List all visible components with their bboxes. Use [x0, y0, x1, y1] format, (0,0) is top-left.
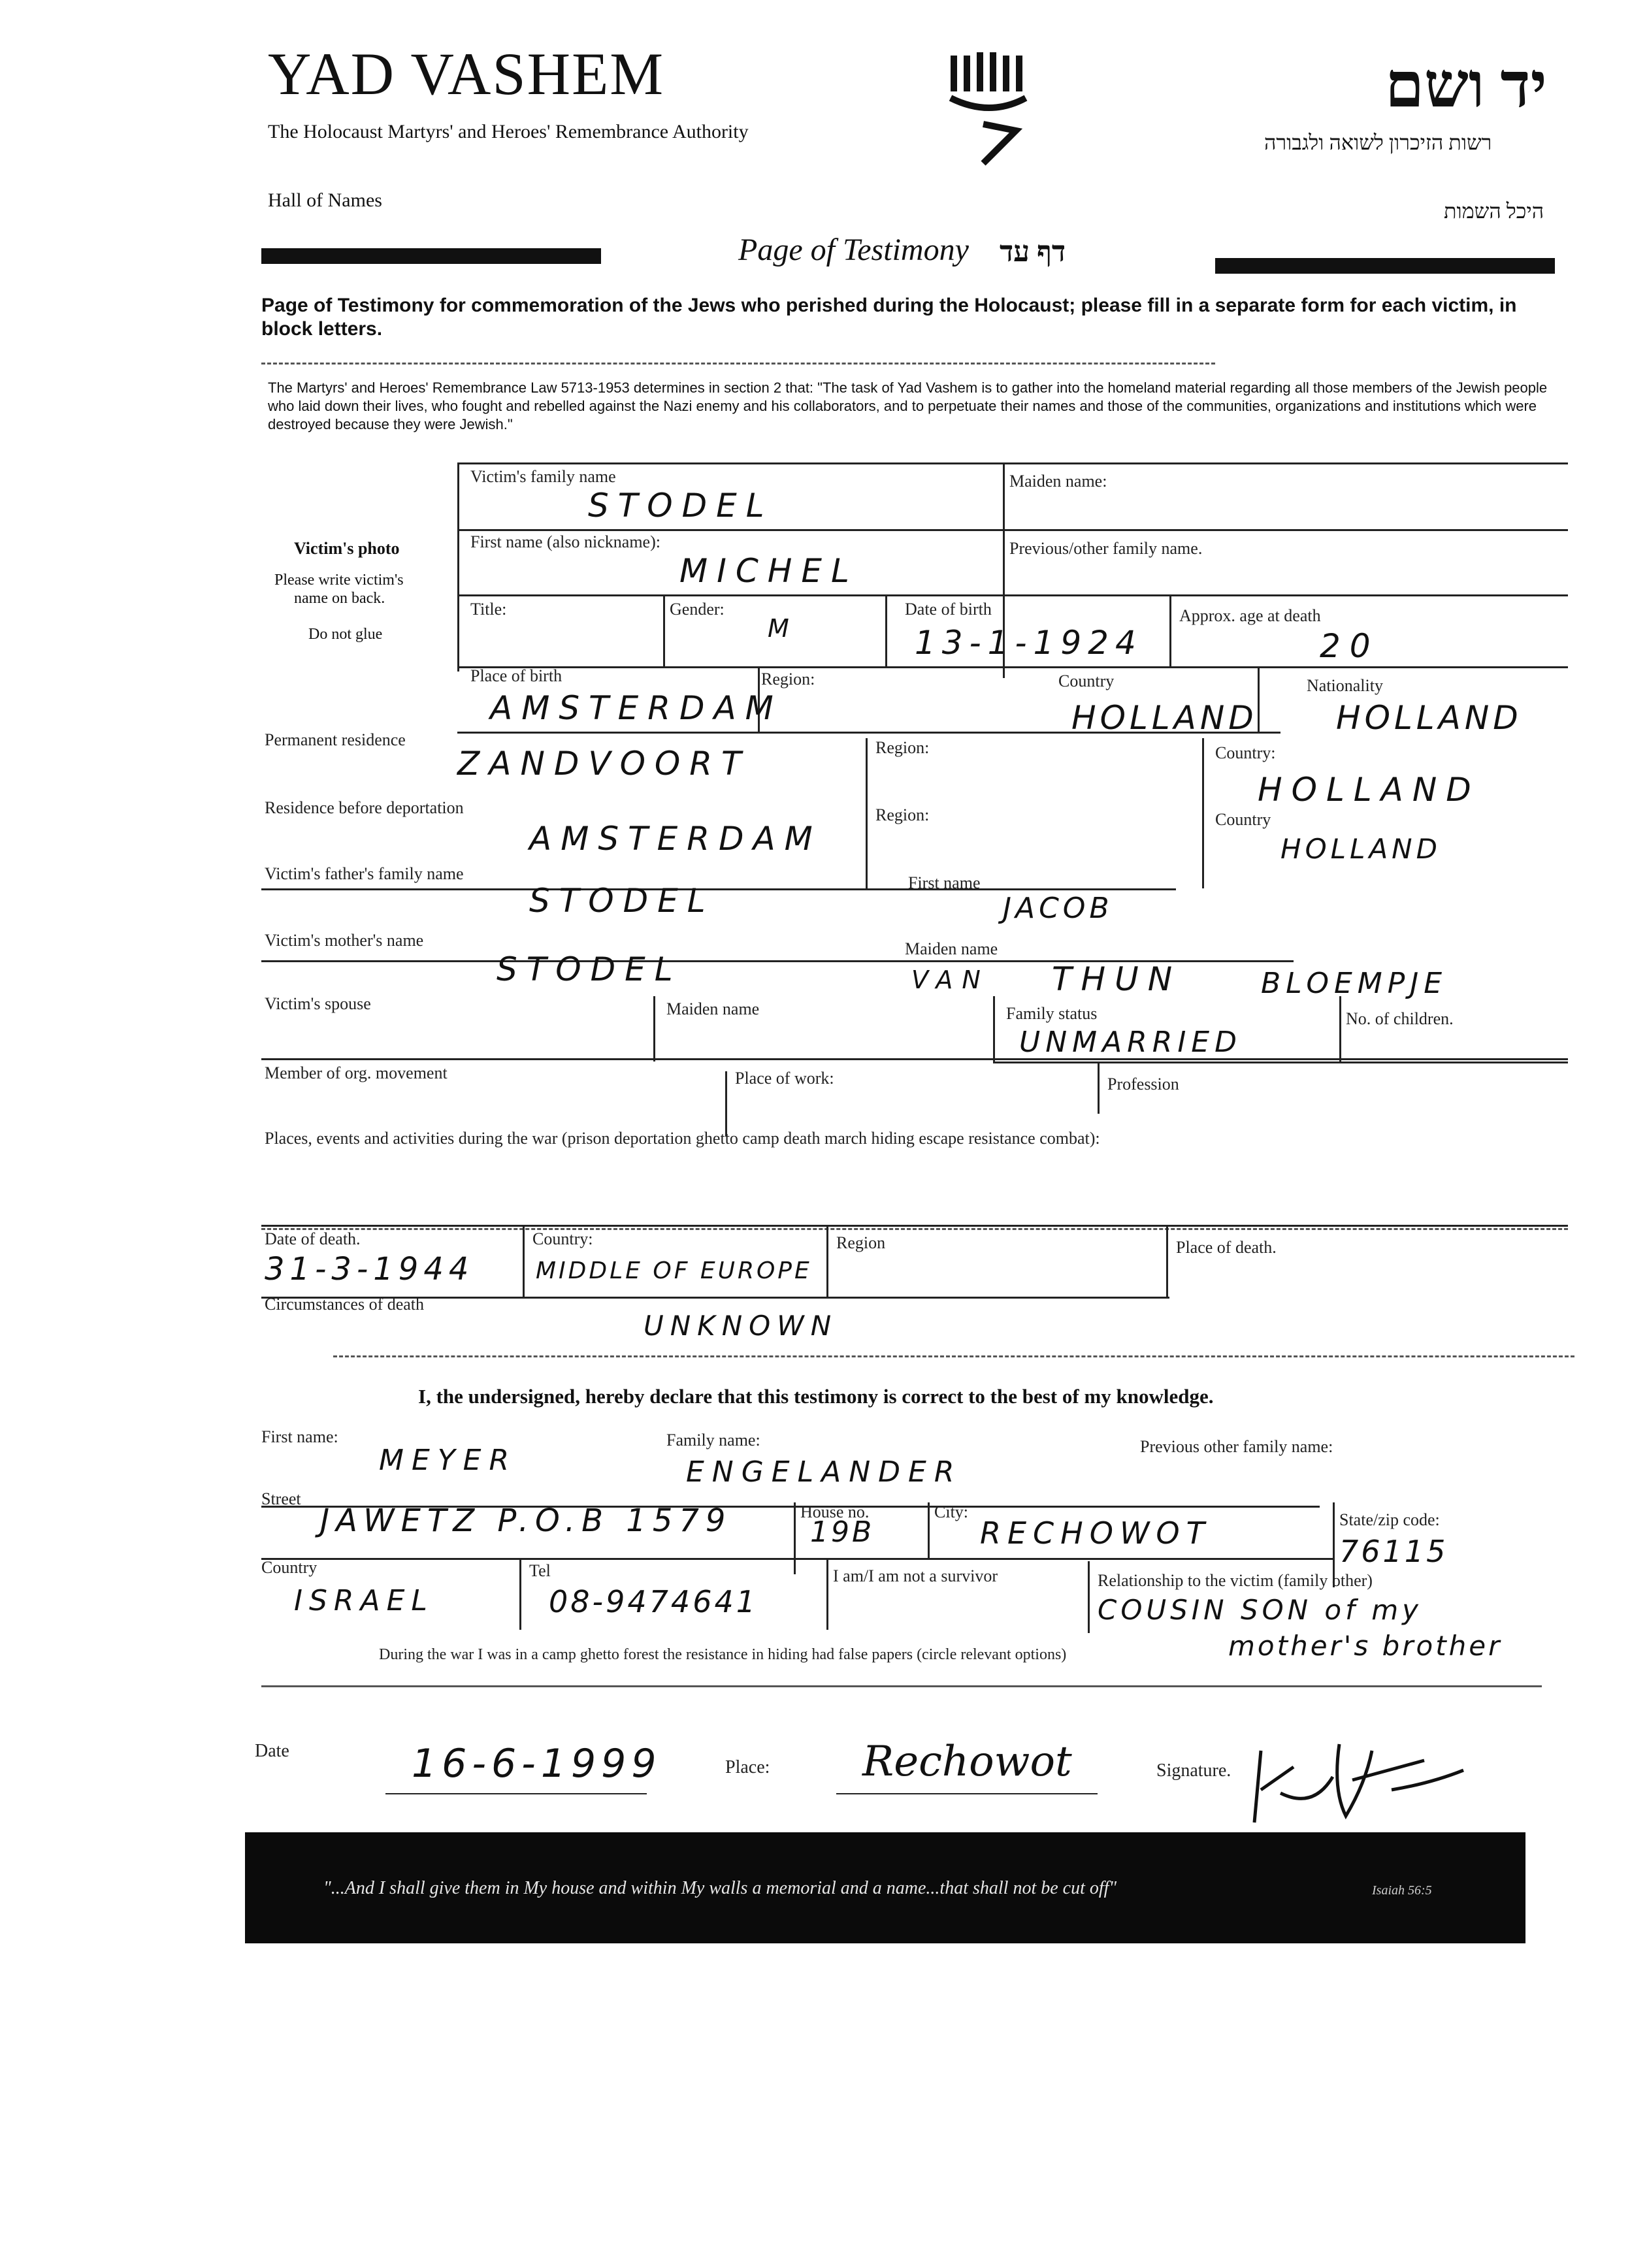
label-date-of-birth: Date of birth	[905, 600, 992, 619]
decl-label-signature: Signature.	[1156, 1760, 1231, 1781]
label-approx-age: Approx. age at death	[1179, 606, 1321, 625]
photo-box	[261, 457, 464, 719]
grid-line	[457, 666, 1568, 668]
grid-line	[1166, 1225, 1168, 1297]
divider	[333, 1355, 1574, 1357]
label-country-residence: Country:	[1215, 743, 1276, 762]
grid-line	[1169, 594, 1171, 666]
grid-line	[261, 1558, 1333, 1560]
label-gender: Gender:	[670, 600, 725, 619]
org-subtitle-hebrew: רשות הזיכרון לשואה ולגבורה	[1264, 131, 1492, 154]
decl-value-street: JAWETZ P.O.B 1579	[320, 1502, 732, 1539]
divider	[261, 1228, 1568, 1230]
footer-banner	[245, 1832, 1525, 1943]
label-no-children: No. of children.	[1346, 1009, 1454, 1028]
decl-label-place: Place:	[725, 1757, 770, 1777]
value-mother-name: STODEL	[497, 950, 682, 988]
label-places-events: Places, events and activities during the war (prison deportation ghetto camp death march hiding escape resistance combat):	[265, 1129, 1100, 1148]
value-gender: M	[768, 614, 798, 643]
value-family-status: UNMARRIED	[1019, 1026, 1242, 1059]
label-member-org: Member of org. movement	[265, 1063, 448, 1082]
label-father-family-name: Victim's father's family name	[265, 864, 464, 883]
photo-box-title: Victim's photo	[294, 539, 400, 558]
value-residence-before-country: HOLLAND	[1280, 833, 1441, 865]
decl-label-previous-name: Previous other family name:	[1140, 1437, 1333, 1456]
label-place-of-death: Place of death.	[1176, 1238, 1277, 1257]
grid-line	[794, 1502, 796, 1574]
value-circumstances: UNKNOWN	[644, 1310, 838, 1342]
grid-line	[261, 1225, 1568, 1227]
grid-line	[261, 888, 1176, 890]
value-death-country: MIDDLE OF EUROPE	[536, 1257, 812, 1284]
decl-label-date: Date	[255, 1741, 289, 1761]
value-permanent-residence: ZANDVOORT	[457, 745, 751, 783]
decl-value-family-name: ENGELANDER	[686, 1455, 962, 1489]
decl-value-country: ISRAEL	[294, 1584, 434, 1617]
label-region-residence: Region:	[875, 738, 930, 757]
date-underline	[385, 1793, 647, 1794]
grid-line	[457, 529, 1568, 531]
grid-line	[457, 462, 1568, 464]
org-name-hebrew: יד ושם	[1385, 50, 1547, 120]
grid-line	[663, 594, 665, 666]
decl-label-first-name: First name:	[261, 1427, 338, 1446]
law-text: The Martyrs' and Heroes' Remembrance Law 5713-1953 determines in section 2 that: "The task of Yad Vashem is to gather into the homeland material regarding all those members of the Jewish people who laid down their lives, who fought and rebelled against the Nazi enemy and his collaborators, and to perpetuate their names and those of the communities, organizations and institutions which were destroyed because they were Jewish."	[268, 380, 1548, 432]
menorah-logo-icon	[944, 46, 1035, 170]
title-bar-left	[261, 248, 601, 264]
label-previous-family-name: Previous/other family name.	[1009, 539, 1203, 558]
declaration-statement: I, the undersigned, hereby declare that this testimony is correct to the best of my knowledge.	[418, 1385, 1214, 1408]
label-death-region: Region	[836, 1233, 886, 1252]
label-place-of-work: Place of work:	[735, 1069, 834, 1088]
decl-value-state-zip: 76115	[1339, 1534, 1448, 1569]
decl-value-first-name: MEYER	[379, 1444, 517, 1477]
decl-value-house-no: 19B	[810, 1515, 875, 1549]
footer-citation: Isaiah 56:5	[1372, 1883, 1432, 1898]
value-date-of-birth: 13-1-1924	[915, 624, 1143, 662]
place-underline	[836, 1793, 1098, 1794]
hall-of-names: Hall of Names	[268, 189, 382, 211]
value-family-name: STODEL	[588, 487, 774, 525]
grid-line	[1339, 996, 1341, 1061]
value-birth-country: HOLLAND	[1071, 699, 1258, 737]
value-mother-maiden-3: BLOEMPJE	[1261, 967, 1448, 1000]
decl-label-relationship: Relationship to the victim (family other)	[1098, 1571, 1373, 1590]
label-title: Title:	[470, 600, 507, 619]
signature-image	[1235, 1731, 1496, 1829]
value-first-name: MICHEL	[679, 552, 858, 590]
value-residence-country: HOLLAND	[1258, 771, 1480, 809]
grid-line	[519, 1558, 521, 1630]
value-nationality: HOLLAND	[1336, 699, 1522, 737]
hall-of-names-hebrew: היכל השמות	[1444, 199, 1544, 223]
decl-value-place: Rechowot	[862, 1738, 1072, 1786]
photo-box-line2: name on back.	[294, 590, 385, 607]
label-mother-name: Victim's mother's name	[265, 931, 424, 950]
label-death-country: Country:	[532, 1229, 593, 1248]
instruction-text: Page of Testimony for commemoration of the Jews who perished during the Holocaust; please fill in a separate form for each victim, in block letters.	[261, 295, 1517, 340]
label-spouse-maiden: Maiden name	[666, 999, 760, 1018]
label-circumstances: Circumstances of death	[265, 1295, 425, 1314]
label-region-before: Region:	[875, 805, 930, 824]
label-spouse: Victim's spouse	[265, 994, 371, 1013]
label-residence-before: Residence before deportation	[265, 798, 464, 817]
grid-line	[993, 996, 995, 1061]
decl-label-street: Street	[261, 1489, 301, 1508]
label-country: Country	[1058, 672, 1115, 690]
grid-line	[826, 1558, 828, 1630]
decl-value-relationship-1: COUSIN SON of my	[1098, 1594, 1423, 1626]
grid-line	[993, 1061, 1568, 1063]
label-father-first-name: First name	[908, 873, 981, 892]
grid-line	[885, 594, 887, 666]
grid-line	[457, 594, 1568, 596]
value-mother-maiden-1: VAN	[911, 965, 990, 994]
grid-line	[1258, 666, 1260, 732]
label-profession: Profession	[1107, 1075, 1179, 1094]
grid-line	[826, 1225, 828, 1297]
photo-box-line1: Please write victim's	[274, 572, 404, 589]
label-place-of-birth: Place of birth	[470, 666, 563, 685]
grid-line	[1202, 738, 1204, 888]
decl-label-family-name: Family name:	[666, 1431, 760, 1450]
decl-label-survivor: I am/I am not a survivor	[833, 1566, 998, 1585]
org-subtitle: The Holocaust Martyrs' and Heroes' Remembrance Authority	[268, 121, 749, 142]
grid-line	[1088, 1561, 1090, 1633]
label-date-of-death: Date of death.	[265, 1229, 361, 1248]
grid-line	[1098, 1061, 1100, 1114]
form-title-hebrew: דף עד	[1000, 236, 1066, 268]
label-family-status: Family status	[1006, 1004, 1098, 1023]
decl-label-country: Country	[261, 1558, 318, 1577]
grid-line	[261, 1058, 1568, 1060]
decl-label-during-war: During the war I was in a camp ghetto forest the resistance in hiding had false papers (circle relevant options)	[379, 1646, 1067, 1663]
grid-line	[523, 1225, 525, 1297]
value-date-of-death: 31-3-1944	[265, 1251, 474, 1288]
value-place-of-birth: AMSTERDAM	[490, 689, 783, 727]
title-bar-right	[1215, 258, 1555, 274]
value-residence-before: AMSTERDAM	[529, 820, 822, 858]
photo-box-line3: Do not glue	[308, 626, 383, 643]
org-name: YAD VASHEM	[268, 40, 665, 107]
label-first-name: First name (also nickname):	[470, 532, 660, 551]
label-maiden-name: Maiden name:	[1009, 472, 1107, 491]
decl-value-relationship-2: mother's brother	[1228, 1630, 1503, 1662]
decl-value-tel: 08-9474641	[549, 1584, 758, 1619]
label-country-before: Country	[1215, 810, 1271, 829]
divider	[261, 363, 1215, 364]
decl-label-state-zip: State/zip code:	[1339, 1510, 1440, 1529]
decl-label-tel: Tel	[529, 1561, 551, 1580]
label-family-name: Victim's family name	[470, 467, 616, 486]
grid-line	[261, 1685, 1542, 1687]
value-mother-maiden-2: THUN	[1052, 960, 1182, 998]
decl-value-city: RECHOWOT	[980, 1515, 1211, 1551]
footer-quote: "...And I shall give them in My house and within My walls a memorial and a name...that shall not be cut off"	[323, 1878, 1117, 1898]
value-father-first-name: JACOB	[1003, 892, 1113, 925]
decl-label-house-no: House no.	[800, 1502, 870, 1521]
decl-label-city: City:	[934, 1502, 969, 1521]
value-approx-age: 20	[1320, 627, 1380, 665]
grid-line	[866, 738, 868, 888]
label-region: Region:	[761, 670, 815, 688]
grid-line	[457, 462, 459, 672]
grid-line	[928, 1502, 930, 1558]
grid-line	[725, 1071, 727, 1137]
form-title: Page of Testimony	[738, 233, 969, 267]
label-permanent-residence: Permanent residence	[265, 730, 406, 749]
decl-value-date: 16-6-1999	[412, 1741, 662, 1787]
label-nationality: Nationality	[1307, 676, 1383, 695]
label-mother-maiden: Maiden name	[905, 939, 998, 958]
value-father-family-name: STODEL	[529, 882, 715, 920]
grid-line	[653, 996, 655, 1061]
